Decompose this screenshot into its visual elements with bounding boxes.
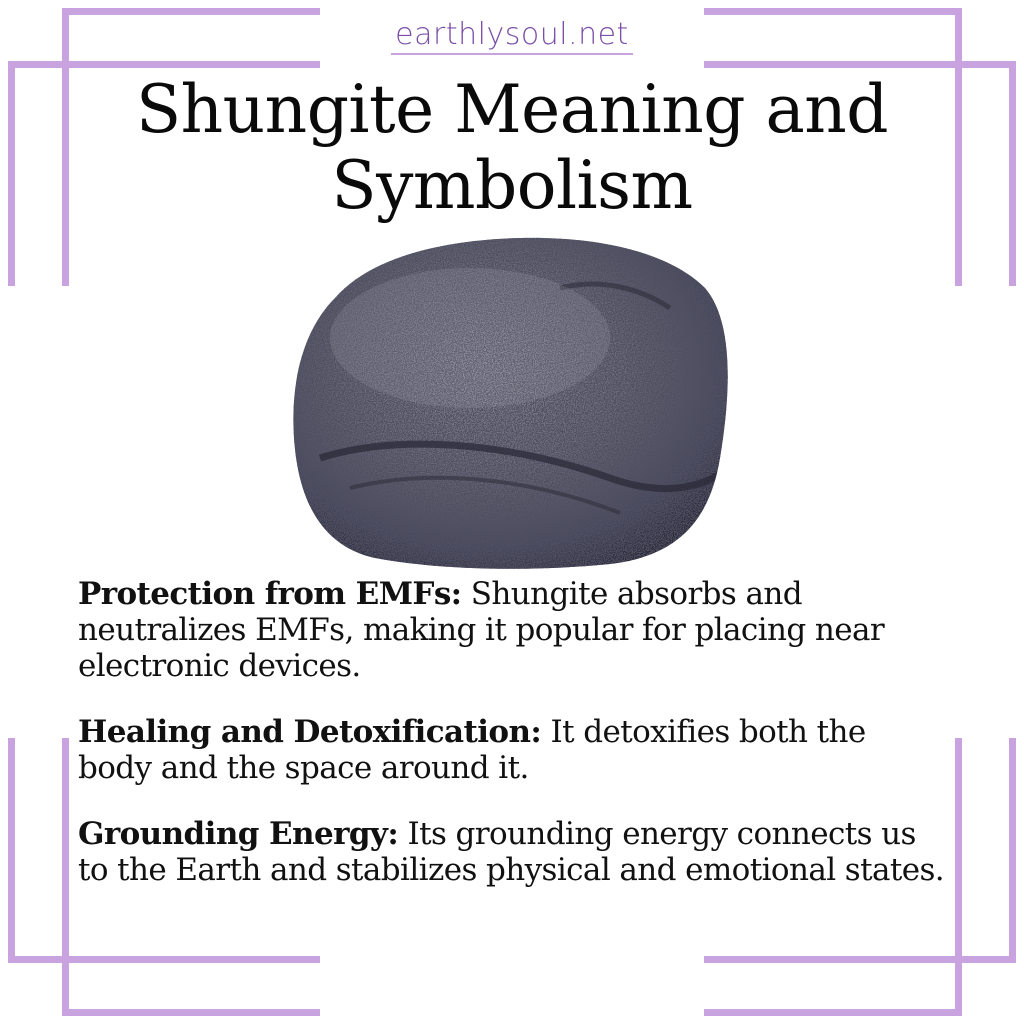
meaning-item-term: Grounding Energy:	[78, 816, 399, 852]
meaning-item-text: It detoxifies both the body and the space around it.	[78, 714, 866, 786]
frame-line-top-left	[62, 8, 320, 15]
frame-line-left-lower-inner	[62, 738, 69, 1016]
frame-line-right-lower-outer	[1009, 738, 1016, 963]
frame-line-bottom-right	[704, 1009, 962, 1016]
meaning-item-term: Healing and Detoxification:	[78, 714, 542, 750]
meaning-list	[78, 576, 948, 918]
meaning-item-emf-protection	[78, 576, 948, 684]
frame-line-right-lower-inner	[955, 738, 962, 1016]
frame-line-top-right	[704, 8, 962, 15]
frame-line-top-right-inner	[704, 61, 1016, 68]
frame-line-left-lower-outer	[8, 738, 15, 963]
meaning-item-text: Shungite absorbs and neutralizes EMFs, making it popular for placing near electronic devices.	[78, 576, 885, 684]
page-title-line-2: Symbolism	[331, 147, 693, 224]
site-logo-text: earthlysoul.net	[391, 18, 633, 55]
frame-line-bottom-left-inner	[8, 956, 320, 963]
meaning-item-grounding	[78, 816, 948, 888]
page-title	[0, 72, 1024, 224]
frame-line-bottom-left	[62, 1009, 320, 1016]
frame-line-bottom-right-inner	[704, 956, 1016, 963]
page-title-line-1: Shungite Meaning and	[135, 71, 889, 148]
frame-line-top-left-inner	[8, 61, 320, 68]
meaning-item-text: Its grounding energy connects us to the Earth and stabilizes physical and emotional states.	[78, 816, 945, 888]
meaning-item-term: Protection from EMFs:	[78, 576, 462, 612]
shungite-stone-image	[280, 228, 740, 578]
meaning-item-healing	[78, 714, 948, 786]
site-logo[interactable]	[0, 18, 1024, 55]
